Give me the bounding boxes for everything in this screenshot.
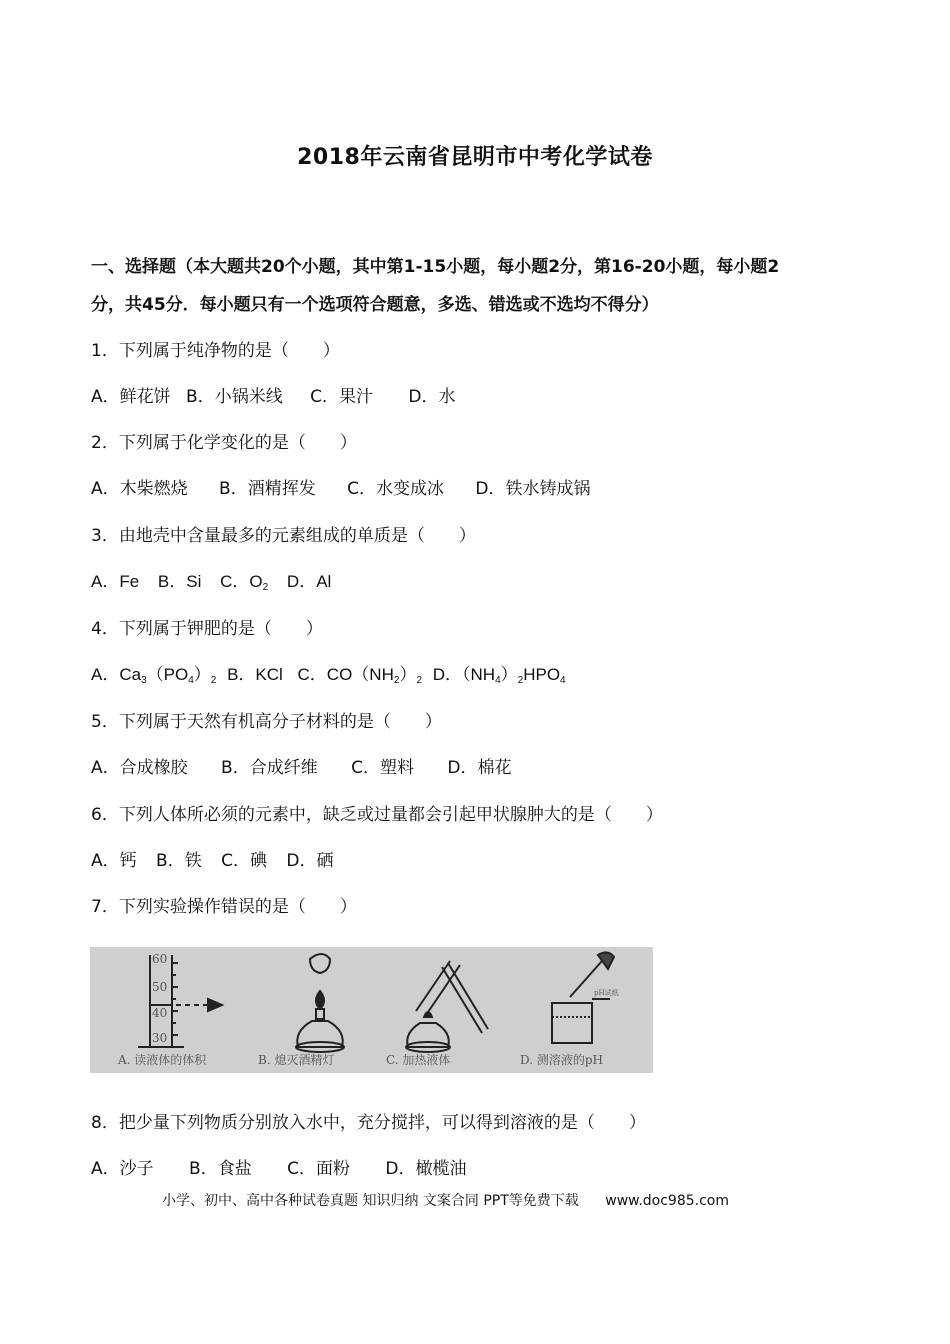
scale-label: 60 [152, 952, 168, 966]
section-heading-line2: 分，共45分．每小题只有一个选项符合题意，多选、错选或不选均不得分） [91, 295, 659, 315]
question-2-options [91, 474, 591, 499]
question-5-options [91, 753, 512, 778]
question-7-stem: 7．下列实验操作错误的是（ ） [91, 897, 357, 917]
option-d: D．$(NH_4)_2HPO_4$ [432, 665, 566, 686]
option-a: A．沙子 [91, 1159, 154, 1179]
question-2-stem: 2．下列属于化学变化的是（ ） [91, 433, 357, 453]
alcohol-lamp-drawing [296, 954, 344, 1052]
question-5-stem: 5．下列属于天然有机高分子材料的是（ ） [91, 712, 442, 732]
footer-url[interactable]: www.doc985.com [605, 1193, 729, 1209]
caption-a: A. 读液体的体积 [118, 1053, 207, 1067]
heating-test-tube-drawing [406, 961, 488, 1052]
lab-operations-figure [90, 947, 653, 1073]
option-b: B．铁 [156, 851, 202, 871]
section-heading-line1: 一、选择题（本大题共20个小题，其中第1-15小题，每小题2分，第16-20小题，每小题2 [91, 257, 780, 277]
question-8-options [91, 1154, 467, 1179]
option-c: C．碘 [221, 851, 267, 871]
option-d: D．棉花 [447, 758, 512, 778]
ph-paper-label: pH试纸 [594, 989, 619, 997]
question-1-stem: 1．下列属于纯净物的是（ ） [91, 341, 340, 361]
option-c: C．果汁 [310, 387, 373, 407]
option-c: C．面粉 [287, 1159, 350, 1179]
scale-label: 50 [152, 980, 168, 994]
question-1-options [91, 382, 456, 407]
question-8-stem: 8．把少量下列物质分别放入水中，充分搅拌，可以得到溶液的是（ ） [91, 1113, 646, 1133]
option-d: D．硒 [286, 851, 334, 871]
subscript: 2 [262, 582, 269, 593]
ph-test-drawing [552, 952, 614, 1043]
option-c: C．$O_2$ [220, 572, 269, 593]
caption-d: D. 测溶液的pH [520, 1053, 603, 1067]
question-3-options [91, 567, 331, 593]
option-d: D．水 [408, 387, 456, 407]
option-a: A．钙 [91, 851, 137, 871]
question-4-options [91, 660, 566, 686]
footer [162, 1190, 729, 1210]
scale-label: 30 [152, 1031, 168, 1045]
question-6-options [91, 846, 334, 871]
question-4-stem: 4．下列属于钾肥的是（ ） [91, 619, 323, 639]
option-b: B．KCl [227, 665, 283, 684]
option-a: A．合成橡胶 [91, 758, 188, 778]
option-b: B．酒精挥发 [219, 479, 316, 499]
option-b: B．Si [157, 572, 202, 591]
option-a: A．鲜花饼 [91, 387, 171, 407]
option-d: D．橄榄油 [385, 1159, 467, 1179]
scale-label: 40 [152, 1006, 168, 1020]
graduated-cylinder-drawing [138, 955, 222, 1047]
option-c: C．塑料 [351, 758, 414, 778]
option-a: A．木柴燃烧 [91, 479, 188, 499]
question-3-stem: 3．由地壳中含量最多的元素组成的单质是（ ） [91, 526, 476, 546]
option-d: D．铁水铸成锅 [475, 479, 591, 499]
option-b: B．食盐 [189, 1159, 252, 1179]
caption-b: B. 熄灭酒精灯 [258, 1053, 335, 1067]
option-b: B．小锅米线 [186, 387, 283, 407]
footer-text: 小学、初中、高中各种试卷真题 知识归纳 文案合同 PPT等免费下载 [162, 1193, 579, 1209]
option-c: C．水变成冰 [347, 479, 444, 499]
question-6-stem: 6．下列人体所必须的元素中，缺乏或过量都会引起甲状腺肿大的是（ ） [91, 805, 663, 825]
page-title: 2018年云南省昆明市中考化学试卷 [297, 145, 653, 170]
caption-c: C. 加热液体 [386, 1053, 451, 1067]
option-d: D．Al [286, 572, 332, 591]
figure-svg [90, 947, 653, 1073]
option-a: A．Fe [91, 572, 140, 591]
option-b: B．合成纤维 [221, 758, 318, 778]
option-c: C．$CO(NH_2)_2$ [297, 665, 422, 686]
option-a: A．$Ca_3(PO_4)_2$ [91, 665, 217, 686]
